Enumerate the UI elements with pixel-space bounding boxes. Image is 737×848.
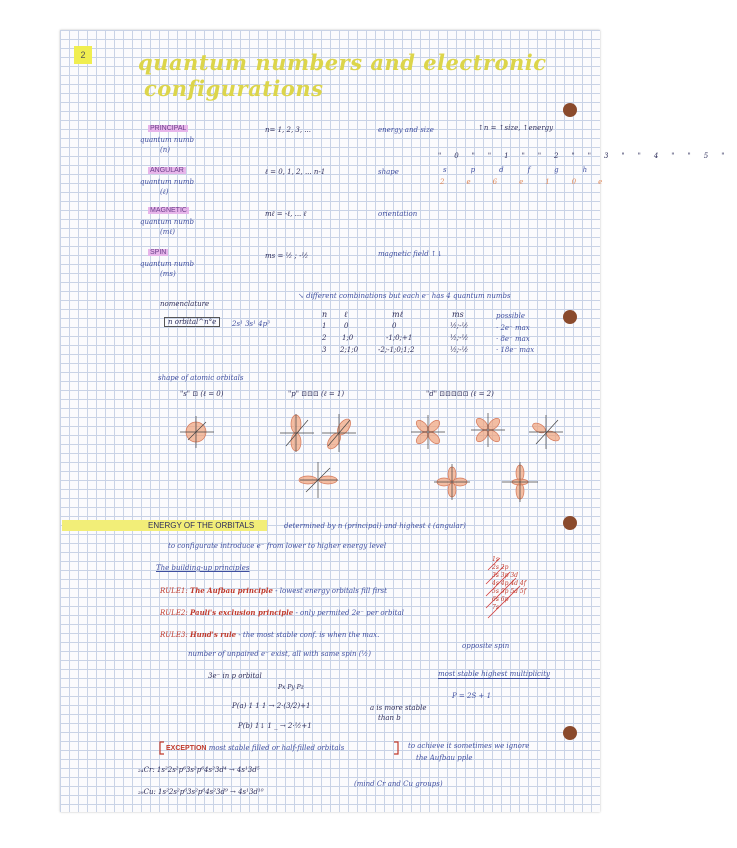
combo-cell: -2;-1;0;1;2 <box>378 346 415 354</box>
qn-meaning: energy and size <box>378 126 434 134</box>
qn-name: PRINCIPAL <box>150 125 187 132</box>
s-orbital-label: "s" ⊡ (ℓ = 0) <box>180 390 224 398</box>
qn-values: ms = ½ ; -½ <box>265 252 309 260</box>
d-orbital-label: "d" ⊡⊡⊡⊡⊡ (ℓ = 2) <box>426 390 494 398</box>
qn-desc: quantum numb <box>140 260 194 268</box>
cu-config: ₂₉Cu: 1s²2s²p⁶3s²p⁶4s²3d⁹ → 4s¹3d¹⁰ <box>138 788 264 796</box>
rule-label: RULE3: <box>160 631 188 639</box>
exception-text: most stable filled or half-filled orbitals <box>208 744 345 752</box>
combo-cell: 2 <box>322 334 327 342</box>
rule-name: Pauli's exclusion principle <box>189 608 294 617</box>
possible-label: possible <box>496 312 525 320</box>
mind-note: (mind Cr and Cu groups) <box>354 780 443 788</box>
rule-text: - only permited 2e⁻ per orbital <box>295 609 404 617</box>
rule-name: Hund's rule <box>189 630 237 639</box>
max-e: · 2e⁻ max <box>496 324 530 332</box>
rule-text: - lowest energy orbitals fill first <box>275 587 387 595</box>
qn-name: SPIN <box>150 249 167 256</box>
qn-values: n= 1, 2, 3, ... <box>265 126 311 134</box>
qn-symbol: (ℓ) <box>160 188 169 196</box>
combo-cell: 2;1;0 <box>340 346 359 354</box>
rule-name: The Aufbau principle <box>189 586 273 595</box>
most-stable: most stable highest multiplicity <box>438 670 550 678</box>
s-orbital-sketch <box>180 416 214 448</box>
combo-cell: -1;0;+1 <box>386 334 413 342</box>
combo-header-n: n <box>322 310 328 319</box>
exception-label: EXCEPTION <box>166 745 207 752</box>
opposite-spin: opposite spin <box>462 642 510 650</box>
p-orbital-label: "p" ⊡⊡⊡ (ℓ = 1) <box>288 390 345 398</box>
page-title-line1: quantum numbers and electronic <box>138 50 547 75</box>
combo-cell: 3 <box>322 346 327 354</box>
combo-cell: ½;-½ <box>450 334 469 342</box>
orbital-sketches <box>60 30 600 812</box>
nomenclature-box: n orbital^n°e <box>164 317 220 327</box>
qn-meaning: orientation <box>378 210 418 218</box>
combo-cell: 1;0 <box>342 334 354 342</box>
max-e: · 18e⁻ max <box>496 346 535 354</box>
exception-note-2: the Aufbau pple <box>416 754 473 762</box>
combo-header-ms: ms <box>452 310 464 319</box>
rule-text: - the most stable conf. is when the max. <box>238 631 380 639</box>
energy-heading: ENERGY OF THE ORBITALS <box>148 521 255 530</box>
compare-2: than b <box>378 714 401 722</box>
qn-meaning: shape <box>378 168 399 176</box>
principal-note: ↑n = ↑size, ↑energy <box>478 124 554 132</box>
compare: a is more stable <box>370 704 427 712</box>
shape-letter-row: spdfgh <box>443 166 612 174</box>
combo-header-l: ℓ <box>344 310 348 319</box>
max-e: · 8e⁻ max <box>496 335 530 343</box>
combo-cell: 0 <box>392 322 397 330</box>
qn-symbol: (n) <box>160 146 170 154</box>
qn-name: MAGNETIC <box>150 207 187 214</box>
combo-cell: 1 <box>322 322 327 330</box>
qn-desc: quantum numb <box>140 136 194 144</box>
qn-desc: quantum numb <box>140 218 194 226</box>
qn-symbol: (mℓ) <box>160 228 176 236</box>
p-orbital-sketch <box>280 414 356 498</box>
combinations-note: ↘ different combinations but each e⁻ has 4 quantum numbs <box>298 292 511 300</box>
rule-label: RULE1: <box>160 587 188 595</box>
shape-electrons-row: 2e6e10e <box>440 178 625 186</box>
nomenclature-label: nomenclature <box>160 300 210 308</box>
building-up: The building-up principles <box>156 564 250 572</box>
qn-values: ℓ = 0, 1, 2, ... n-1 <box>265 168 326 176</box>
nomenclature-examples: 2s¹ 3s¹ 4p³ <box>232 320 270 328</box>
rule-label: RULE2: <box>160 609 188 617</box>
cr-config: ₂₄Cr: 1s²2s²p⁶3s²p⁶4s²3d⁴ → 4s¹3d⁵ <box>138 766 260 774</box>
pxyz: Px Py Pz <box>278 684 304 691</box>
pb-config: P(b) 1↓ 1 _ → 2·½+1 <box>238 722 312 730</box>
orbital-3e: 3e⁻ in p orbital <box>208 672 262 680</box>
qn-meaning: magnetic field ↑↓ <box>378 250 443 258</box>
combo-cell: ½;-½ <box>450 322 469 330</box>
rule-text-2: number of unpaired e⁻ exist, all with same spin (½) <box>188 650 371 658</box>
combo-cell: 0 <box>344 322 349 330</box>
qn-name: ANGULAR <box>150 167 184 174</box>
multiplicity-formula: P = 2S + 1 <box>452 692 492 700</box>
energy-line1: determined by n (principal) and highest ℓ (angular) <box>284 522 466 530</box>
pa-config: P(a) 1 1 1 → 2·(3/2)+1 <box>232 702 311 710</box>
qn-desc: quantum numb <box>140 178 194 186</box>
qn-values: mℓ = -ℓ, ... ℓ <box>265 210 307 218</box>
d-orbital-sketch <box>411 413 563 502</box>
page-number: 2 <box>74 46 92 64</box>
notebook-page <box>60 30 737 812</box>
qn-symbol: (ms) <box>160 270 176 278</box>
exception-note: to achieve it sometimes we ignore <box>408 742 530 750</box>
energy-line2: to configurate introduce e⁻ from lower to higher energy level <box>168 542 387 550</box>
combo-header-ml: mℓ <box>392 310 403 319</box>
combo-cell: ½;-½ <box>450 346 469 354</box>
page-title-line2: configurations <box>144 76 324 101</box>
shape-l-row: "0""1""2""3""4""5" <box>438 152 737 160</box>
shapes-label: shape of atomic orbitals <box>158 374 244 382</box>
aufbau-diagram: 1s 2s 2p 3s 3p 3d 4s 4p 4d 4f 5s 5p 5d 5f 6s 6p 7s <box>492 556 526 611</box>
